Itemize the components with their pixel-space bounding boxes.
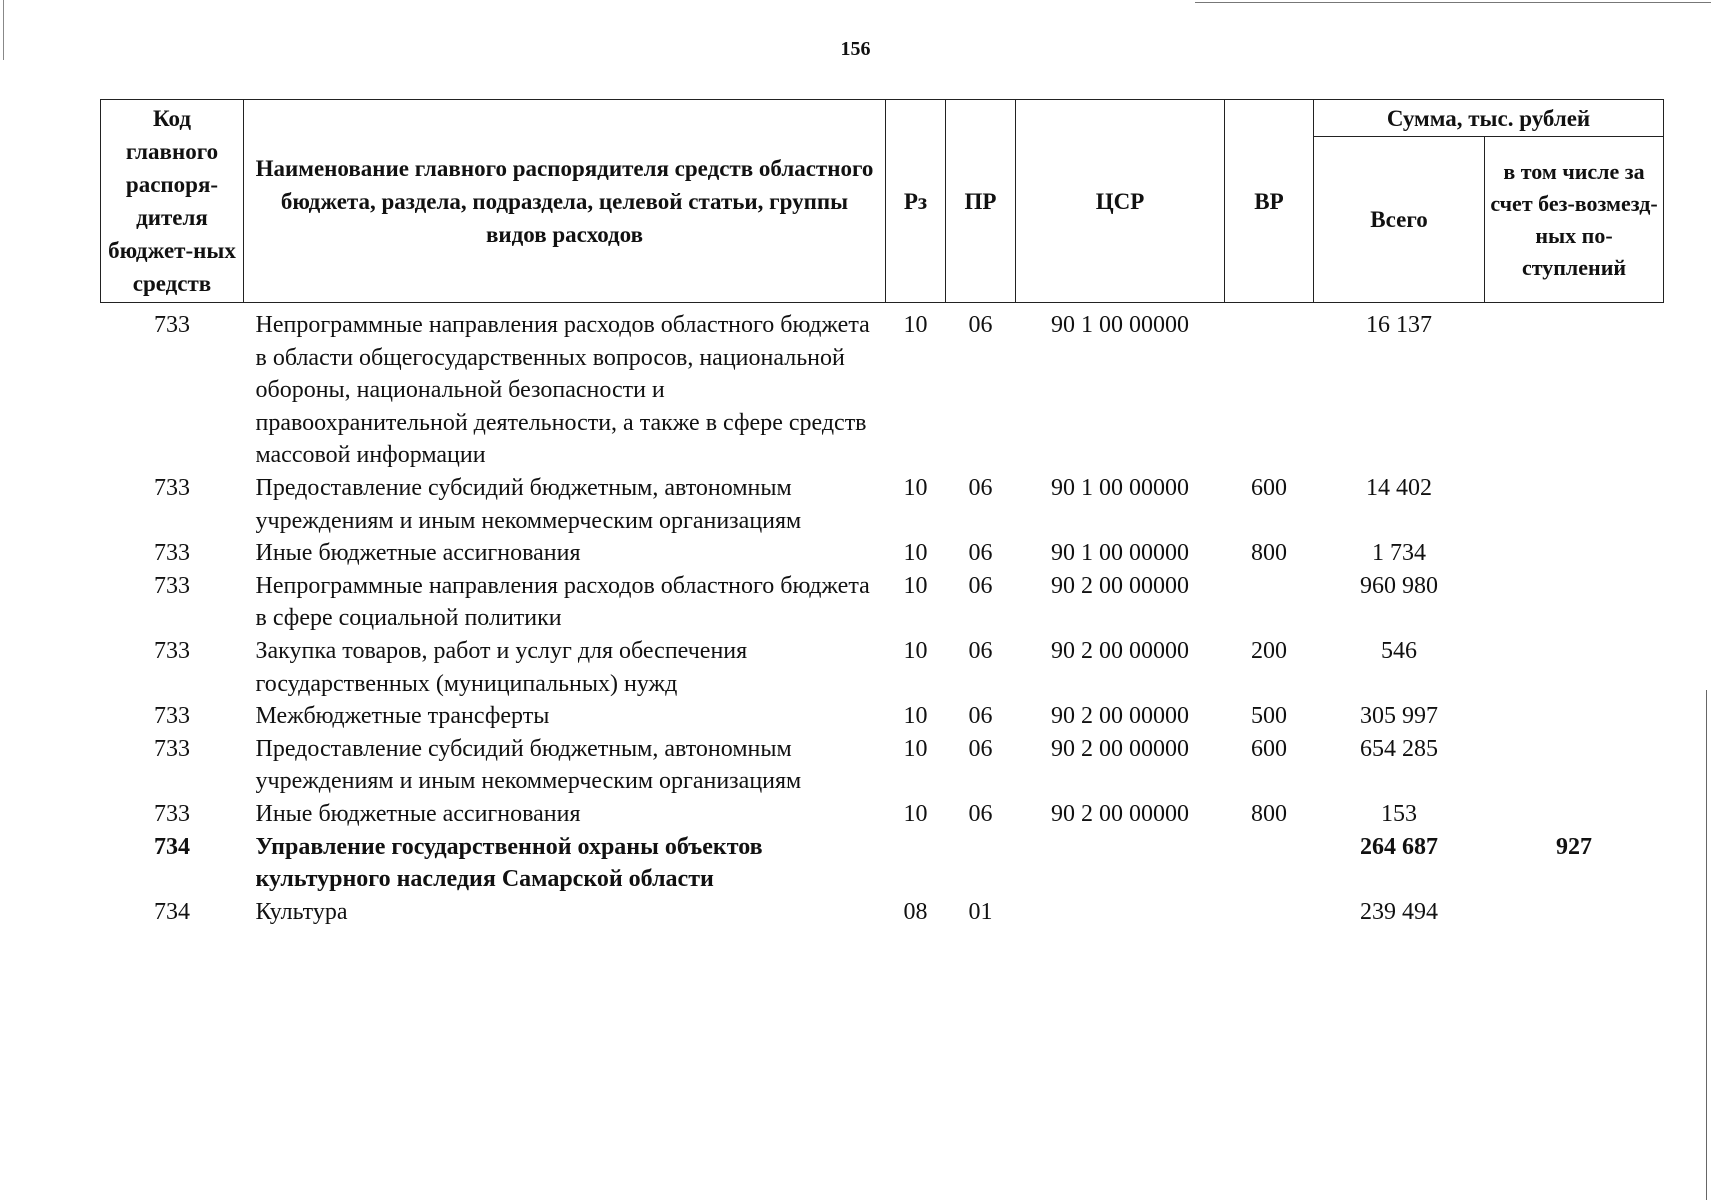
header-free: в том числе за счет без-возмезд-ных по-ступлений [1485,137,1664,303]
cell-free [1485,472,1664,537]
table-row [101,472,1664,537]
cell-free [1485,537,1664,570]
cell-rz: 08 [903,898,928,925]
cell-total: 14 402 [1366,474,1432,501]
cell-vr [1225,896,1314,929]
cell-code: 733 [154,572,190,599]
cell-csr: 90 2 00 00000 [1051,637,1189,664]
table-row [101,635,1664,700]
cell-rz: 10 [903,637,928,664]
cell-name: Управление государственной охраны объектов культурного наследия Самарской области [255,833,763,893]
cell-vr [1225,303,1314,472]
cell-free [1485,700,1664,733]
cell-code: 734 [154,833,190,860]
cell-pr: 06 [968,637,993,664]
cell-pr [946,831,1016,896]
table-row [101,896,1664,929]
cell-vr: 600 [1251,735,1287,762]
header-name: Наименование главного распорядителя средств областного бюджета, раздела, подраздела, целевой статьи, группы видов расходов [244,100,886,303]
cell-pr: 06 [968,735,993,762]
cell-csr [1016,831,1225,896]
cell-rz: 10 [903,540,928,567]
cell-csr: 90 1 00 00000 [1051,540,1189,567]
cell-free [1485,896,1664,929]
cell-csr: 90 2 00 00000 [1051,703,1189,730]
cell-pr: 06 [968,474,993,501]
cell-name: Иные бюджетные ассигнования [255,800,581,827]
cell-free [1485,733,1664,798]
cell-free [1485,798,1664,831]
cell-code: 733 [154,800,190,827]
cell-pr: 06 [968,800,993,827]
cell-vr [1225,831,1314,896]
cell-rz: 10 [903,703,928,730]
cell-code: 733 [154,703,190,730]
cell-free: 927 [1556,833,1592,860]
cell-code: 734 [154,898,190,925]
cell-total: 16 137 [1366,312,1432,338]
cell-rz: 10 [903,572,928,599]
cell-vr: 200 [1251,637,1287,664]
cell-total: 239 494 [1360,898,1438,925]
cell-csr: 90 1 00 00000 [1051,474,1189,501]
cell-name: Межбюджетные трансферты [255,703,550,730]
page-number: 156 [840,38,871,60]
cell-total: 1 734 [1372,540,1426,567]
cell-total: 654 285 [1360,735,1438,762]
cell-total: 546 [1381,637,1417,664]
table-row [101,700,1664,733]
cell-total: 264 687 [1360,833,1438,860]
cell-free [1485,570,1664,635]
cell-name: Непрограммные направления расходов областного бюджета в области общегосударственных вопросов, национальной обороны, национальной безопасности и правоохранительной деятельности, а также в сфере средств массовой информации [255,312,870,469]
cell-name: Иные бюджетные ассигнования [255,540,581,567]
table-row [101,798,1664,831]
cell-pr: 06 [968,540,993,567]
cell-code: 733 [154,540,190,567]
cell-pr: 06 [968,703,993,730]
cell-free [1485,303,1664,472]
table-row [101,831,1664,896]
cell-vr: 800 [1251,540,1287,567]
cell-pr: 01 [968,898,993,925]
cell-rz: 10 [903,800,928,827]
header-sum: Сумма, тыс. рублей [1314,100,1664,137]
table-row [101,537,1664,570]
cell-total: 153 [1381,800,1417,827]
cell-csr: 90 2 00 00000 [1051,572,1189,599]
cell-total: 305 997 [1360,703,1438,730]
budget-table [100,99,1664,928]
cell-total: 960 980 [1360,572,1438,599]
cell-vr: 800 [1251,800,1287,827]
cell-vr: 500 [1251,703,1287,730]
cell-pr: 06 [968,312,993,338]
table-row [101,570,1664,635]
cell-csr: 90 2 00 00000 [1051,800,1189,827]
cell-name: Закупка товаров, работ и услуг для обеспечения государственных (муниципальных) нужд [255,637,748,697]
cell-rz: 10 [903,735,928,762]
header-code: Код главного распоря-дителя бюджет-ных средств [101,100,244,303]
cell-rz [886,831,946,896]
cell-name: Культура [255,898,348,925]
table-body [101,303,1664,929]
table-header [101,100,1664,303]
cell-vr: 600 [1251,474,1287,501]
header-vr: ВР [1225,100,1314,303]
cell-code: 733 [154,312,190,338]
header-total: Всего [1314,137,1485,303]
cell-csr: 90 2 00 00000 [1051,735,1189,762]
cell-code: 733 [154,735,190,762]
cell-rz: 10 [903,474,928,501]
cell-code: 733 [154,637,190,664]
cell-vr [1225,570,1314,635]
cell-pr: 06 [968,572,993,599]
table-row [101,303,1664,472]
cell-free [1485,635,1664,700]
header-rz: Рз [886,100,946,303]
cell-csr [1016,896,1225,929]
cell-name: Непрограммные направления расходов областного бюджета в сфере социальной политики [255,572,870,632]
header-pr: ПР [946,100,1016,303]
scan-edge-top [1195,2,1711,3]
scan-edge-right [1706,690,1707,1200]
table-row [101,733,1664,798]
cell-code: 733 [154,474,190,501]
cell-rz: 10 [903,312,928,338]
header-csr: ЦСР [1016,100,1225,303]
cell-name: Предоставление субсидий бюджетным, автономным учреждениям и иным некоммерческим организациям [255,474,802,534]
cell-name: Предоставление субсидий бюджетным, автономным учреждениям и иным некоммерческим организациям [255,735,802,795]
cell-csr: 90 1 00 00000 [1051,312,1189,338]
